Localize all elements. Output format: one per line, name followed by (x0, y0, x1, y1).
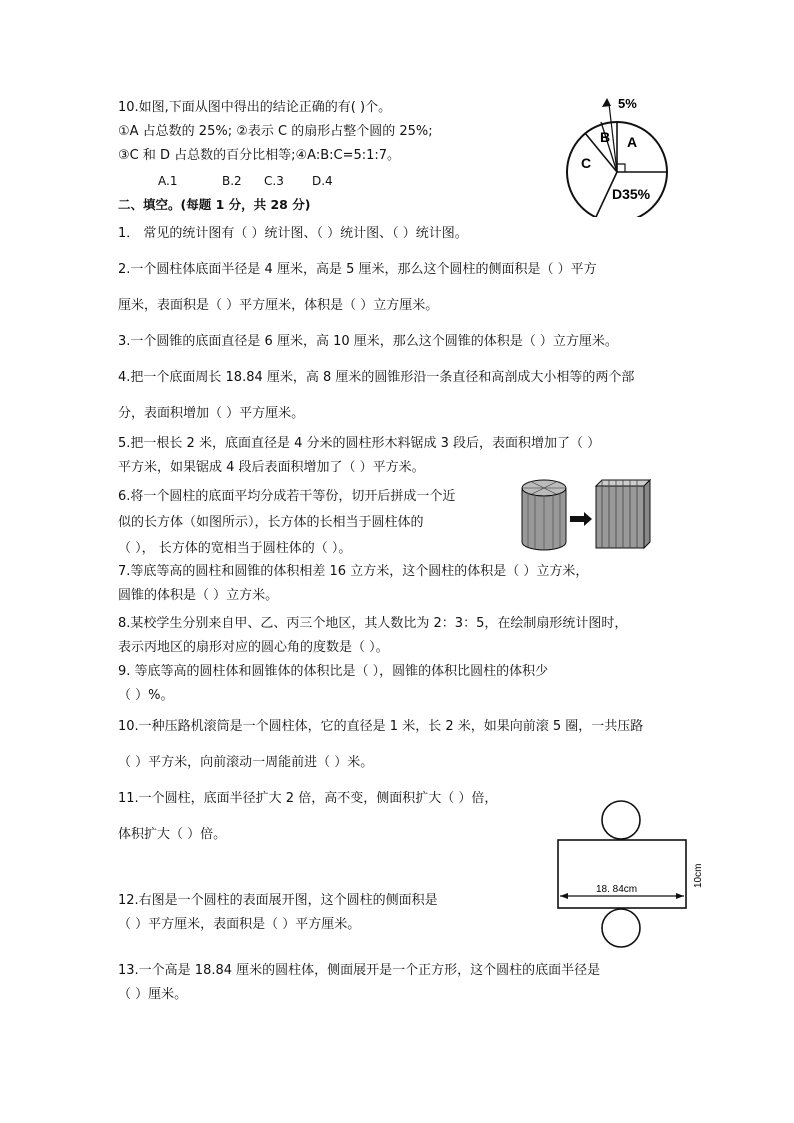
q13-line1: 13.一个高是 18.84 厘米的圆柱体，侧面展开是一个正方形，这个圆柱的底面半径是 (118, 963, 601, 978)
pie-label-b: B (600, 129, 611, 145)
q6-line1: 6.将一个圆柱的底面平均分成若干等份，切开后拼成一个近 (118, 489, 456, 504)
net-rectangle (558, 840, 686, 908)
q11-line2: 体积扩大（ ）倍。 (118, 827, 227, 842)
q7-line2: 圆锥的体积是（ ）立方米。 (118, 588, 279, 603)
pie-chart-figure (555, 92, 680, 217)
q4-line1: 4.把一个底面周长 18.84 厘米，高 8 厘米的圆锥形沿一条直径和高剖成大小相等的两个部 (118, 370, 635, 385)
net-top-circle (602, 801, 640, 839)
q3-text: 3.一个圆锥的底面直径是 6 厘米，高 10 厘米，那么这个圆锥的体积是（ ）立方厘米。 (118, 334, 618, 349)
pie-label-5pct: 5% (618, 96, 637, 111)
q10a-option-c: C.3 (264, 174, 284, 188)
q10a-statement-3-4: ③C 和 D 占总数的百分比相等;④A:B:C=5:1:7。 (118, 148, 401, 163)
q8-line2: 表示丙地区的扇形对应的圆心角的度数是（ ）。 (118, 640, 389, 655)
q6-line3: （ ）， 长方体的宽相当于圆柱体的（ ）。 (118, 541, 352, 556)
q10a-option-a: A.1 (158, 174, 178, 188)
q10a-option-d: D.4 (312, 174, 333, 188)
q5-line2: 平方米，如果锯成 4 段后表面积增加了（ ）平方米。 (118, 460, 425, 475)
net-width-label: 18. 84cm (596, 884, 638, 895)
pie-label-c: C (581, 155, 592, 171)
q12-line2: （ ）平方厘米，表面积是（ ）平方厘米。 (118, 917, 361, 932)
q10b-line1: 10.一种压路机滚筒是一个圆柱体，它的直径是 1 米，长 2 米，如果向前滚 5 圈，一共压路 (118, 719, 644, 734)
q9-line1: 9. 等底等高的圆柱体和圆锥体的体积比是（ ），圆锥的体积比圆柱的体积少 (118, 664, 549, 679)
arrow-icon (570, 512, 592, 526)
q10a-option-b: B.2 (222, 174, 242, 188)
q8-line1: 8.某校学生分别来自甲、乙、丙三个地区，其人数比为 2：3：5，在绘制扇形统计图时， (118, 616, 628, 631)
q10b-line2: （ ）平方米，向前滚动一周能前进（ ）米。 (118, 755, 374, 770)
q7-line1: 7.等底等高的圆柱和圆锥的体积相差 16 立方米，这个圆柱的体积是（ ）立方米， (118, 564, 589, 579)
pie-label-d: D35% (612, 186, 651, 202)
cuboid-side (644, 480, 650, 548)
right-angle-mark (617, 164, 625, 172)
q4-line2: 分，表面积增加（ ）平方厘米。 (118, 406, 305, 421)
cylinder-to-cuboid-figure (520, 476, 670, 554)
section2-title: 二、填空。(每题 1 分，共 28 分) (118, 197, 311, 212)
q6-line2: 似的长方体（如图所示），长方体的长相当于圆柱体的 (118, 515, 424, 530)
net-bottom-circle (602, 909, 640, 947)
cylinder-net-figure (550, 798, 710, 953)
q5-line1: 5.把一根长 2 米，底面直径是 4 分米的圆柱形木料锯成 3 段后，表面积增加了（ ） (118, 436, 601, 451)
q9-line2: （ ）%。 (118, 688, 174, 703)
q12-line1: 12.右图是一个圆柱的表面展开图，这个圆柱的侧面积是 (118, 893, 438, 908)
q10a-statement-1-2: ①A 占总数的 25%; ②表示 C 的扇形占整个圆的 25%; (118, 124, 433, 139)
net-height-label: 10cm (693, 863, 704, 888)
pie-arrow-line (609, 104, 617, 172)
q11-line1: 11.一个圆柱，底面半径扩大 2 倍，高不变，侧面积扩大（ ）倍， (118, 791, 498, 806)
q2-line2: 厘米，表面积是（ ）平方厘米，体积是（ ）立方厘米。 (118, 298, 439, 313)
q2-line1: 2.一个圆柱体底面半径是 4 厘米，高是 5 厘米，那么这个圆柱的侧面积是（ ）平方 (118, 262, 597, 277)
q10a-stem: 10.如图,下面从图中得出的结论正确的有( )个。 (118, 100, 392, 115)
pie-label-a: A (627, 134, 638, 150)
q13-line2: （ ）厘米。 (118, 987, 188, 1002)
q1-text: 1． 常见的统计图有（ ）统计图、（ ）统计图、（ ）统计图。 (118, 226, 468, 241)
